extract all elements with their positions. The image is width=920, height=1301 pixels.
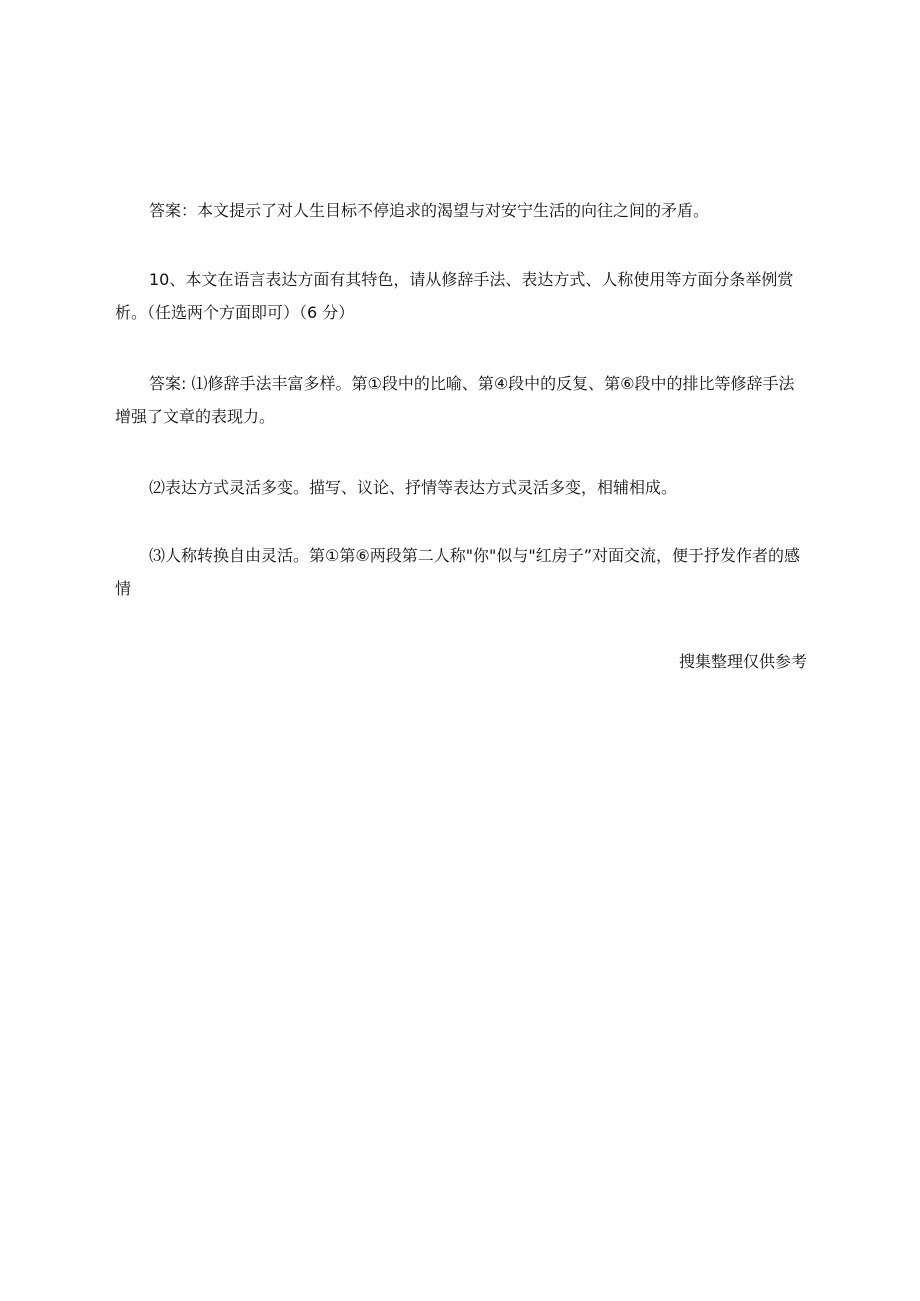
answer-point-2: ⑵表达方式灵活多变。描写、议论、抒情等表达方式灵活多变，相辅相成。: [149, 478, 678, 497]
question-10: 10、本文在语言表达方面有其特色，请从修辞手法、表达方式、人称使用等方面分条举例赏析。（任选两个方面即可）（6 分）: [115, 270, 794, 322]
answer-paragraph-9: 答案：本文提示了对人生目标不停追求的渴望与对安宁生活的向往之间的矛盾。: [149, 201, 710, 220]
footer-note: 搜集整理仅供参考: [678, 652, 807, 671]
answer-point-3: ⑶人称转换自由灵活。第①第⑥两段第二人称"你"似与"红房子”对面交流，便于抒发作者的感情: [115, 546, 801, 598]
answer-point-1: 答案: ⑴修辞手法丰富多样。第①段中的比喻、第④段中的反复、第⑥段中的排比等修辞手法增强了文章的表现力。: [115, 374, 795, 426]
